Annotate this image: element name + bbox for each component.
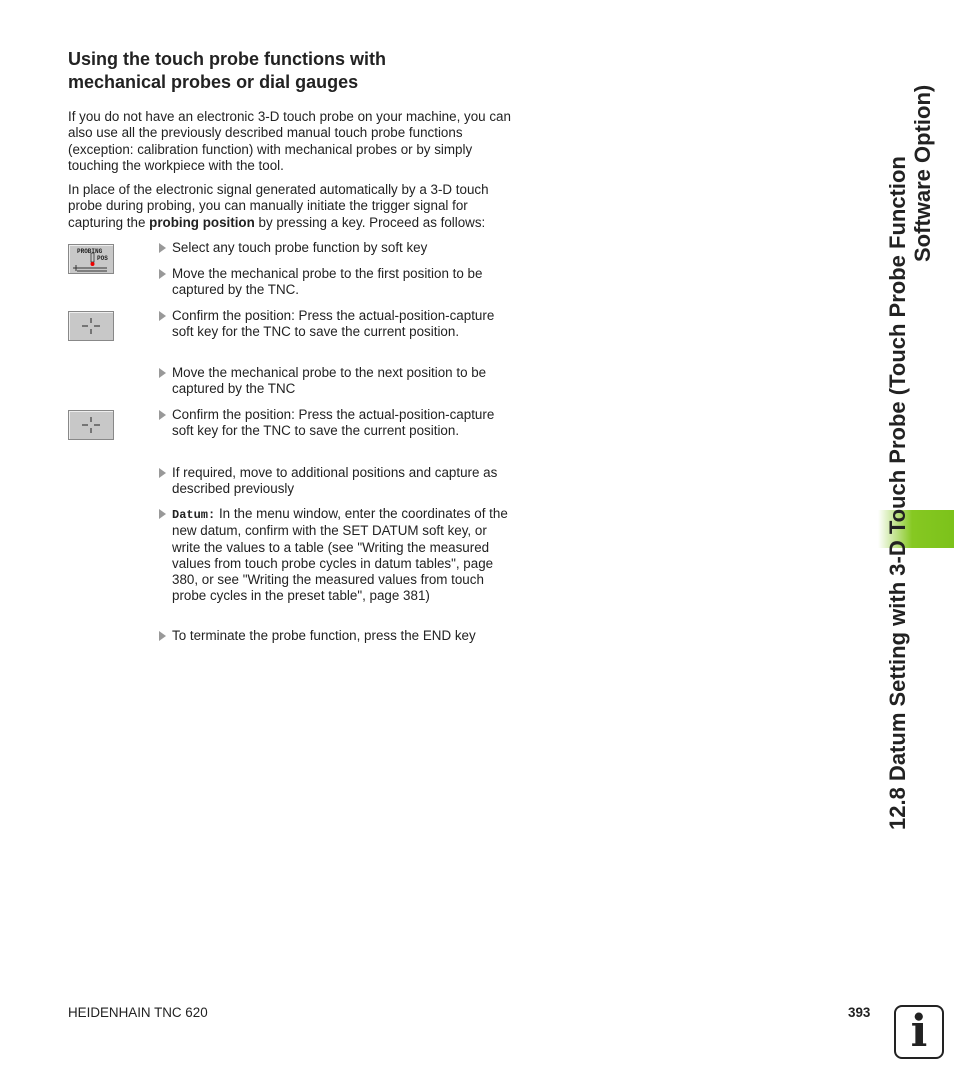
step-text: Select any touch probe function by soft key — [172, 240, 428, 255]
triangle-bullet-icon — [159, 631, 166, 641]
step — [159, 266, 532, 299]
step-text: Move the mechanical probe to the next position to be captured by the TNC — [172, 365, 487, 397]
chapter-title: Software Option) — [910, 84, 935, 262]
probe-icon — [73, 253, 111, 273]
triangle-bullet-icon — [159, 243, 166, 253]
paragraph: If you do not have an electronic 3-D touch probe on your machine, you can also use all the previously described manual touch probe functions (exception: calibration function) with mechanical probes or by simply touching the workpiece with the tool. — [68, 109, 511, 173]
step — [159, 465, 517, 498]
actual-position-capture-softkey[interactable] — [68, 410, 114, 440]
triangle-bullet-icon — [159, 311, 166, 321]
step — [159, 240, 532, 256]
step-text: Move the mechanical probe to the first position to be captured by the TNC. — [172, 266, 483, 298]
chapter-title: 12.8 Datum Setting with 3-D Touch Probe (Touch Probe Function — [885, 156, 910, 830]
step — [159, 628, 532, 644]
section-heading: Using the touch probe functions with mechanical probes or dial gauges — [68, 49, 386, 92]
actual-position-capture-softkey[interactable] — [68, 311, 114, 341]
step-text: To terminate the probe function, press the END key — [172, 628, 476, 643]
softkey-label: PROBING — [77, 248, 103, 255]
triangle-bullet-icon — [159, 269, 166, 279]
probing-pos-softkey[interactable] — [68, 244, 114, 274]
step-text: Confirm the position: Press the actual-position-capture soft key for the TNC to save the current position. — [172, 308, 495, 340]
triangle-bullet-icon — [159, 410, 166, 420]
step — [159, 407, 497, 440]
step — [159, 506, 512, 605]
step-text: Confirm the position: Press the actual-position-capture soft key for the TNC to save the current position. — [172, 407, 495, 439]
bold-term: probing position — [149, 214, 255, 230]
crosshair-icon — [69, 312, 113, 340]
triangle-bullet-icon — [159, 468, 166, 478]
text: by pressing a key. Proceed as follows: — [254, 214, 486, 230]
crosshair-icon — [69, 411, 113, 439]
paragraph — [68, 182, 518, 231]
step-text: If required, move to additional positions and capture as described previously — [172, 465, 498, 497]
datum-label: Datum: — [172, 508, 216, 522]
info-icon: i — [894, 1005, 944, 1059]
page-number: 393 — [848, 1005, 871, 1020]
text: In place of the electronic signal generated automatically by a 3-D touch probe during probing, you can manually initiate the trigger signal for capturing the — [68, 182, 489, 230]
step — [159, 308, 512, 341]
step — [159, 365, 532, 398]
triangle-bullet-icon — [159, 509, 166, 519]
footer-product: HEIDENHAIN TNC 620 — [68, 1005, 208, 1020]
softkey-label: POS — [97, 255, 108, 262]
step-text: In the menu window, enter the coordinates of the new datum, confirm with the SET DATUM soft key, or write the values to a table (see "Writing the measured values from touch probe cycles in datum tables", page 380, or see "Writing the measured values from touch probe cycles in the preset table", page 381) — [172, 506, 508, 604]
triangle-bullet-icon — [159, 368, 166, 378]
